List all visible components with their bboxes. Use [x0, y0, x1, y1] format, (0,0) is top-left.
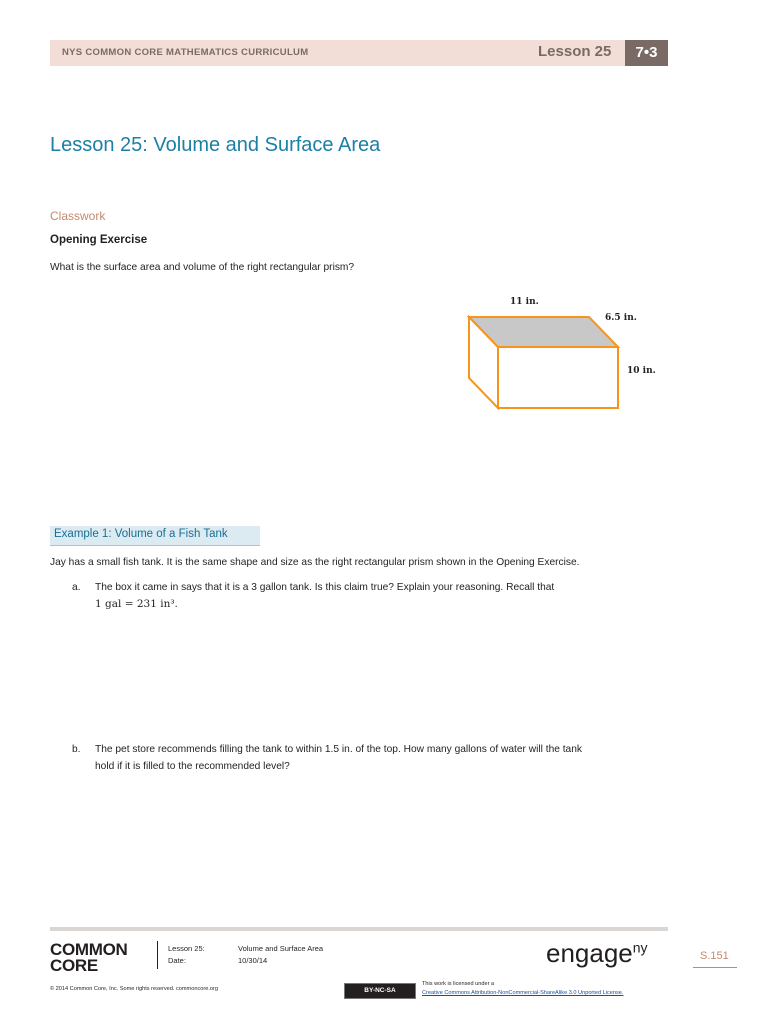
ny-text: ny — [632, 939, 648, 956]
footer-date-label: Date: — [168, 956, 186, 965]
part-b-letter: b. — [72, 744, 81, 755]
rectangular-prism-figure — [460, 290, 680, 420]
page-number-rule — [693, 967, 737, 968]
engage-text: engage — [546, 938, 633, 968]
opening-question: What is the surface area and volume of the right rectangular prism? — [50, 262, 355, 273]
footer-lesson-label: Lesson 25: — [168, 944, 205, 953]
part-a-formula: 1 gal = 231 in³. — [95, 598, 178, 610]
footer-rule — [50, 927, 668, 931]
length-label: 11 in. — [510, 297, 539, 307]
example-title: Example 1: Volume of a Fish Tank — [54, 528, 228, 540]
width-label: 6.5 in. — [605, 313, 637, 323]
part-a-text: The box it came in says that it is a 3 gallon tank. Is this claim true? Explain your reasoning. Recall that — [95, 582, 555, 593]
part-b-text-continued: hold if it is filled to the recommended level? — [95, 761, 290, 772]
engageny-logo — [546, 938, 648, 969]
part-a-letter: a. — [72, 582, 81, 593]
example-intro: Jay has a small fish tank. It is the same shape and size as the right rectangular prism shown in the Opening Exercise. — [50, 557, 580, 568]
lesson-label: Lesson 25 — [538, 43, 612, 60]
footer-date-value: 10/30/14 — [238, 956, 268, 965]
page-number: S.151 — [700, 950, 729, 962]
footer-lesson-value: Volume and Surface Area — [238, 944, 324, 953]
opening-exercise-heading: Opening Exercise — [50, 234, 148, 246]
curriculum-label: NYS COMMON CORE MATHEMATICS CURRICULUM — [62, 47, 309, 58]
cc-license-badge: BY-NC-SA — [344, 983, 416, 999]
classwork-label: Classwork — [50, 209, 106, 223]
common-core-logo-line2: CORE — [50, 956, 98, 975]
copyright-text: © 2014 Common Core, Inc. Some rights reserved. commoncore.org — [50, 986, 218, 992]
prism-front-face — [498, 347, 618, 408]
footer-divider — [157, 941, 158, 969]
module-badge: 7•3 — [625, 40, 668, 66]
license-link[interactable]: Creative Commons Attribution-NonCommercial-ShareAlike 3.0 Unported License. — [422, 990, 624, 996]
height-label: 10 in. — [627, 366, 656, 376]
common-core-logo-line1: COMMON — [50, 940, 128, 959]
page-title: Lesson 25: Volume and Surface Area — [50, 134, 381, 156]
part-b-text: The pet store recommends filling the tank to within 1.5 in. of the top. How many gallons of water will the tank — [95, 744, 582, 755]
license-text: This work is licensed under a — [422, 981, 495, 987]
